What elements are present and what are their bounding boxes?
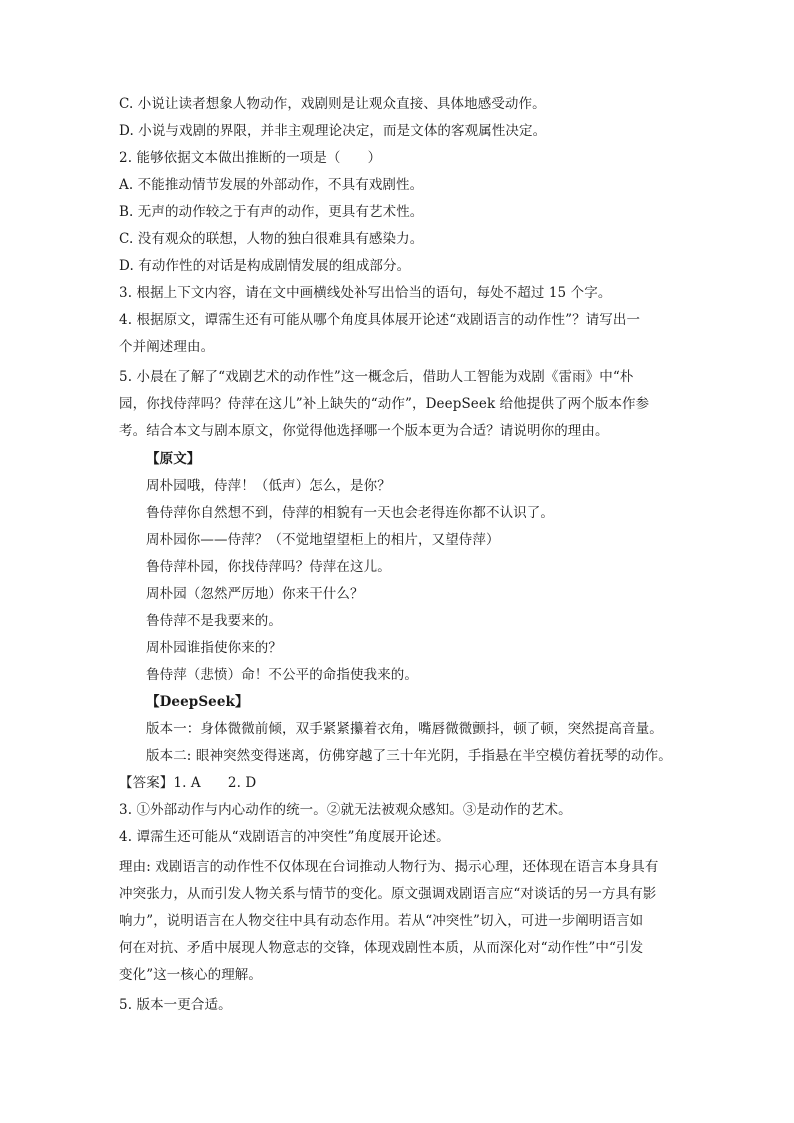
answer-4: 4. 谭霈生还可能从“戏剧语言的冲突性”角度展开论述。 [119,829,450,845]
answer-4-reason-line-3: 响力”，说明语言在人物交往中具有动态作用。若从“冲突性”切入，可进一步阐明语言如 [119,913,644,929]
question-5-line-1: 5. 小晨在了解了“戏剧艺术的动作性”这一概念后，借助人工智能为戏剧《雷雨》中“朴 [119,369,634,385]
question-5-line-2: 园，你找侍萍吗？侍萍在这儿”补上缺失的“动作”，DeepSeek 给他提供了两个版本作参 [119,396,650,412]
option-c-text-2: C. 没有观众的联想，人物的独白很难具有感染力。 [119,231,424,247]
script-line: 鲁侍萍你自然想不到，侍萍的相貌有一天也会老得连你都不认识了。 [146,505,554,521]
answer-5: 5. 版本一更合适。 [119,997,232,1013]
question-4-line-1: 4. 根据原文，谭霈生还有可能从哪个角度具体展开论述“戏剧语言的动作性”？请写出一 [119,312,641,328]
script-line: 周朴园谁指使你来的？ [146,640,282,656]
script-line: 周朴园你——侍萍？（不觉地望望柜上的相片，又望侍萍） [146,532,500,548]
answer-4-reason-line-4: 何在对抗、矛盾中展现人物意志的交锋，体现戏剧性本质，从而深化对“动作性”中“引发 [119,940,644,956]
option-b-text: B. 无声的动作较之于有声的动作，更具有艺术性。 [119,204,424,220]
answer-heading: 【答案】1. A 2. D [119,775,257,791]
script-line: 周朴园哦，侍萍！（低声）怎么，是你？ [146,478,391,494]
option-c-text-1: C. 小说让读者想象人物动作，戏剧则是让观众直接、具体地感受动作。 [119,96,546,112]
version-one-text: 版本一：身体微微前倾，双手紧紧攥着衣角，嘴唇微微颤抖，顿了顿，突然提高音量。 [146,721,663,737]
question-2: 2. 能够依据文本做出推断的一项是（ ） [119,150,382,166]
original-text-heading: 【原文】 [146,451,201,467]
answer-4-reason-line-2: 冲突张力，从而引发人物关系与情节的变化。原文强调戏剧语言应“对谈话的另一方具有影 [119,886,657,902]
answer-4-reason-line-1: 理由: 戏剧语言的动作性不仅体现在台词推动人物行为、揭示心理，还体现在语言本身具有 [119,859,659,875]
question-4-line-2: 个并阐述理由。 [119,339,215,355]
script-line: 周朴园（忽然严厉地）你来干什么？ [146,586,364,602]
version-two-text: 版本二: 眼神突然变得迷离，仿佛穿越了三十年光阴，手指悬在半空模仿着抚琴的动作。 [146,748,672,764]
option-d-text-2: D. 有动作性的对话是构成剧情发展的组成部分。 [119,258,411,274]
script-line: 鲁侍萍朴园，你找侍萍吗？侍萍在这儿。 [146,559,391,575]
script-line: 鲁侍萍（悲愤）命！不公平的命指使我来的。 [146,667,418,683]
answer-4-reason-line-5: 变化”这一核心的理解。 [119,967,263,983]
option-d-text-1: D. 小说与戏剧的界限，并非主观理论决定，而是文体的客观属性决定。 [119,123,547,139]
script-line: 鲁侍萍不是我要来的。 [146,613,282,629]
option-a-text: A. 不能推动情节发展的外部动作，不具有戏剧性。 [119,177,424,193]
deepseek-heading: 【DeepSeek】 [146,694,249,710]
question-5-line-3: 考。结合本文与剧本原文，你觉得他选择哪一个版本更为合适？请说明你的理由。 [119,423,609,439]
question-3: 3. 根据上下文内容，请在文中画横线处补写出恰当的语句，每处不超过 15 个字。 [119,285,612,301]
answer-3: 3. ①外部动作与内心动作的统一。②就无法被观众感知。③是动作的艺术。 [119,802,572,818]
